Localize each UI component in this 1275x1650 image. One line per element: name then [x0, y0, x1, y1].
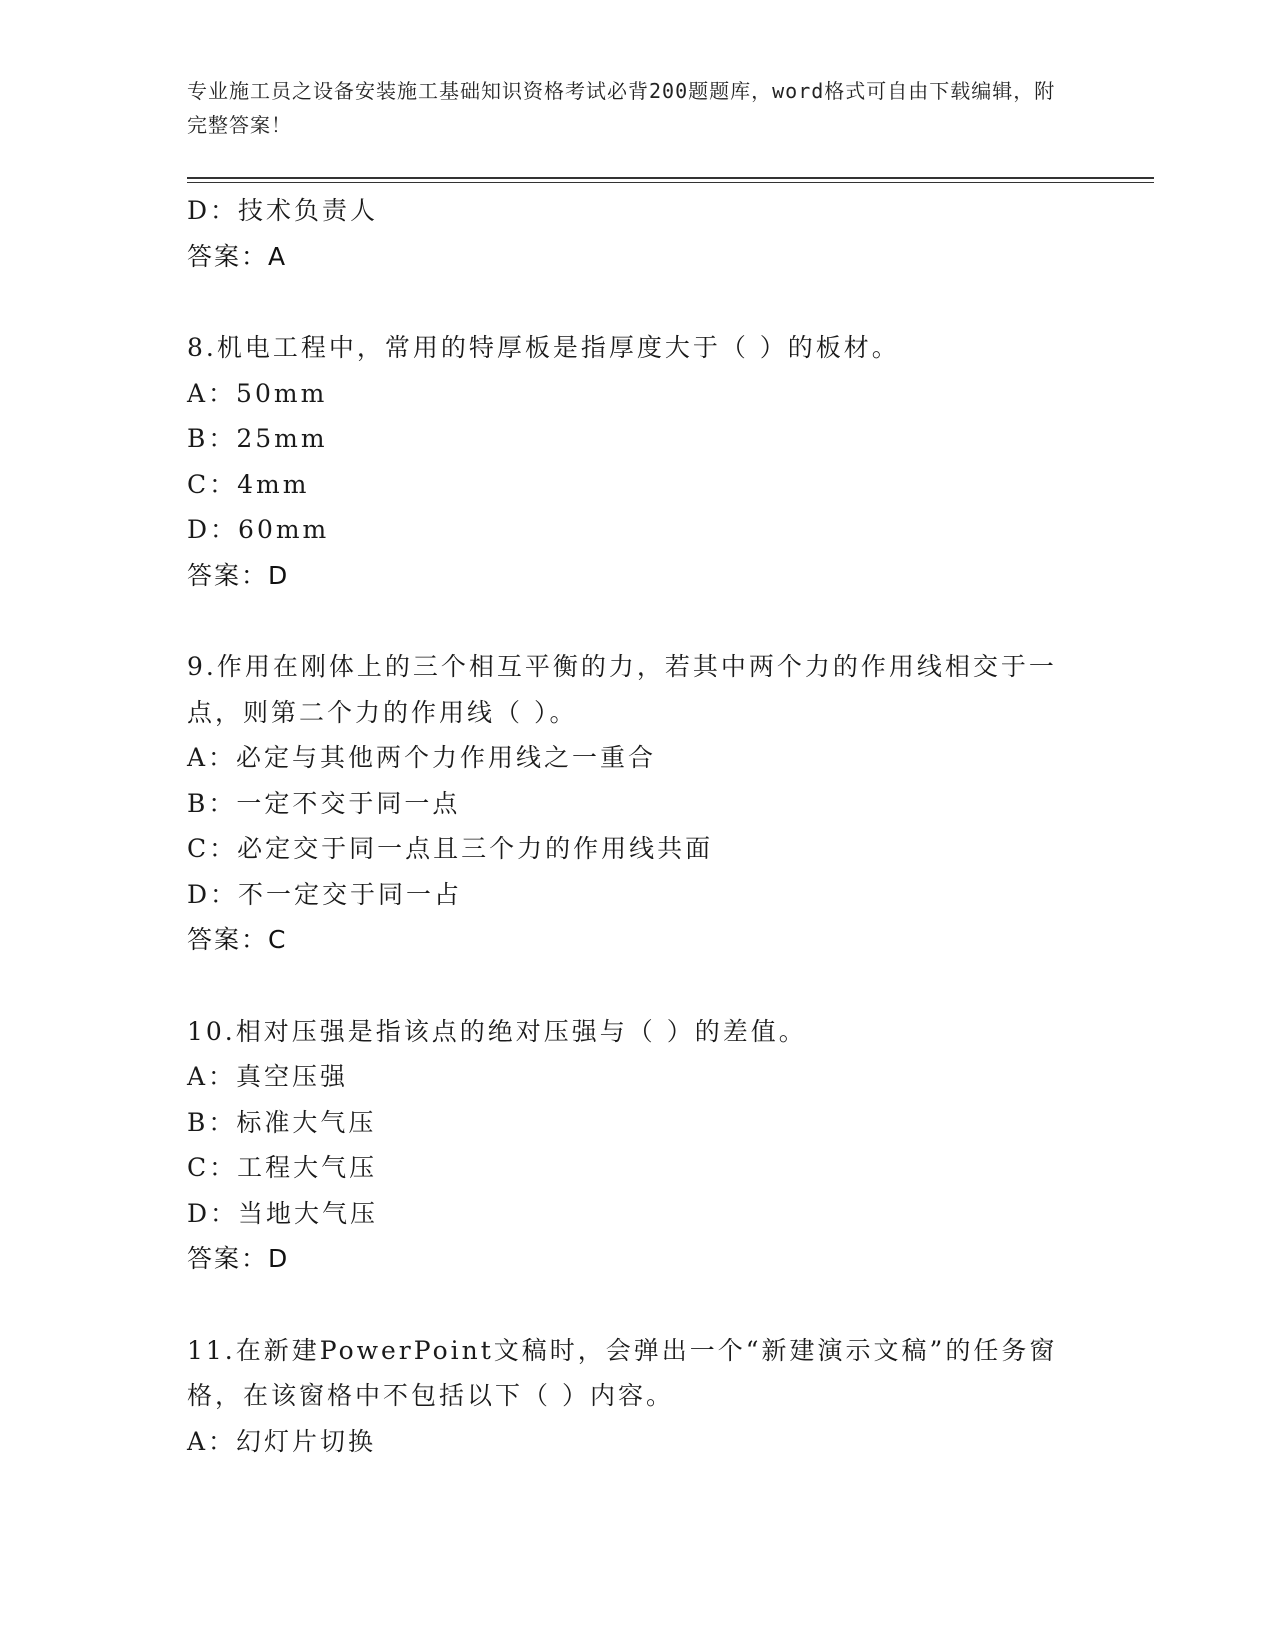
question-10-option-c: C：工程大气压: [187, 1153, 378, 1182]
question-9-option-b: B：一定不交于同一点: [187, 788, 461, 818]
question-9-option-d: D：不一定交于同一占: [187, 879, 463, 909]
question-9-option-c: C：必定交于同一点且三个力的作用线共面: [187, 834, 714, 863]
question-8-title: 8.机电工程中，常用的特厚板是指厚度大于（ ）的板材。: [187, 333, 900, 362]
question-9-answer: 答案：C: [187, 925, 288, 954]
prev-question-answer: 答案：A: [187, 241, 288, 271]
question-spacer: [187, 279, 1067, 325]
question-spacer: [187, 1282, 1067, 1328]
question-8-option-c: C：4mm: [187, 469, 310, 499]
question-8-option-d: D：60mm: [187, 515, 330, 544]
header-rule-thin: [187, 182, 1154, 183]
question-10-option-d: D：当地大气压: [187, 1198, 379, 1228]
header-rule-thick: [187, 177, 1154, 179]
question-content: [187, 188, 1067, 1464]
question-9-option-a: A：必定与其他两个力作用线之一重合: [187, 743, 657, 772]
question-10-title: 10.相对压强是指该点的绝对压强与（ ）的差值。: [187, 1016, 807, 1046]
question-11-option-a: A：幻灯片切换: [187, 1426, 377, 1456]
prev-question-option-d: D：技术负责人: [187, 196, 379, 225]
question-spacer: [187, 598, 1067, 644]
question-9-title: 9.作用在刚体上的三个相互平衡的力，若其中两个力的作用线相交于一点，则第二个力的作用线（ ）。: [187, 652, 1057, 727]
question-10-option-a: A：真空压强: [187, 1062, 349, 1091]
question-8-option-a: A：50mm: [187, 378, 328, 408]
question-10-option-b: B：标准大气压: [187, 1107, 377, 1137]
question-8-answer: 答案：D: [187, 560, 290, 590]
question-11-title: 11.在新建PowerPoint文稿时，会弹出一个“新建演示文稿”的任务窗格，在该窗格中不包括以下（ ）内容。: [187, 1335, 1058, 1410]
question-8-option-b: B：25mm: [187, 424, 328, 453]
question-spacer: [187, 963, 1067, 1009]
question-10-answer: 答案：D: [187, 1244, 290, 1273]
document-header: 专业施工员之设备安装施工基础知识资格考试必背200题题库，word格式可自由下载编辑，附完整答案！: [187, 79, 1056, 137]
